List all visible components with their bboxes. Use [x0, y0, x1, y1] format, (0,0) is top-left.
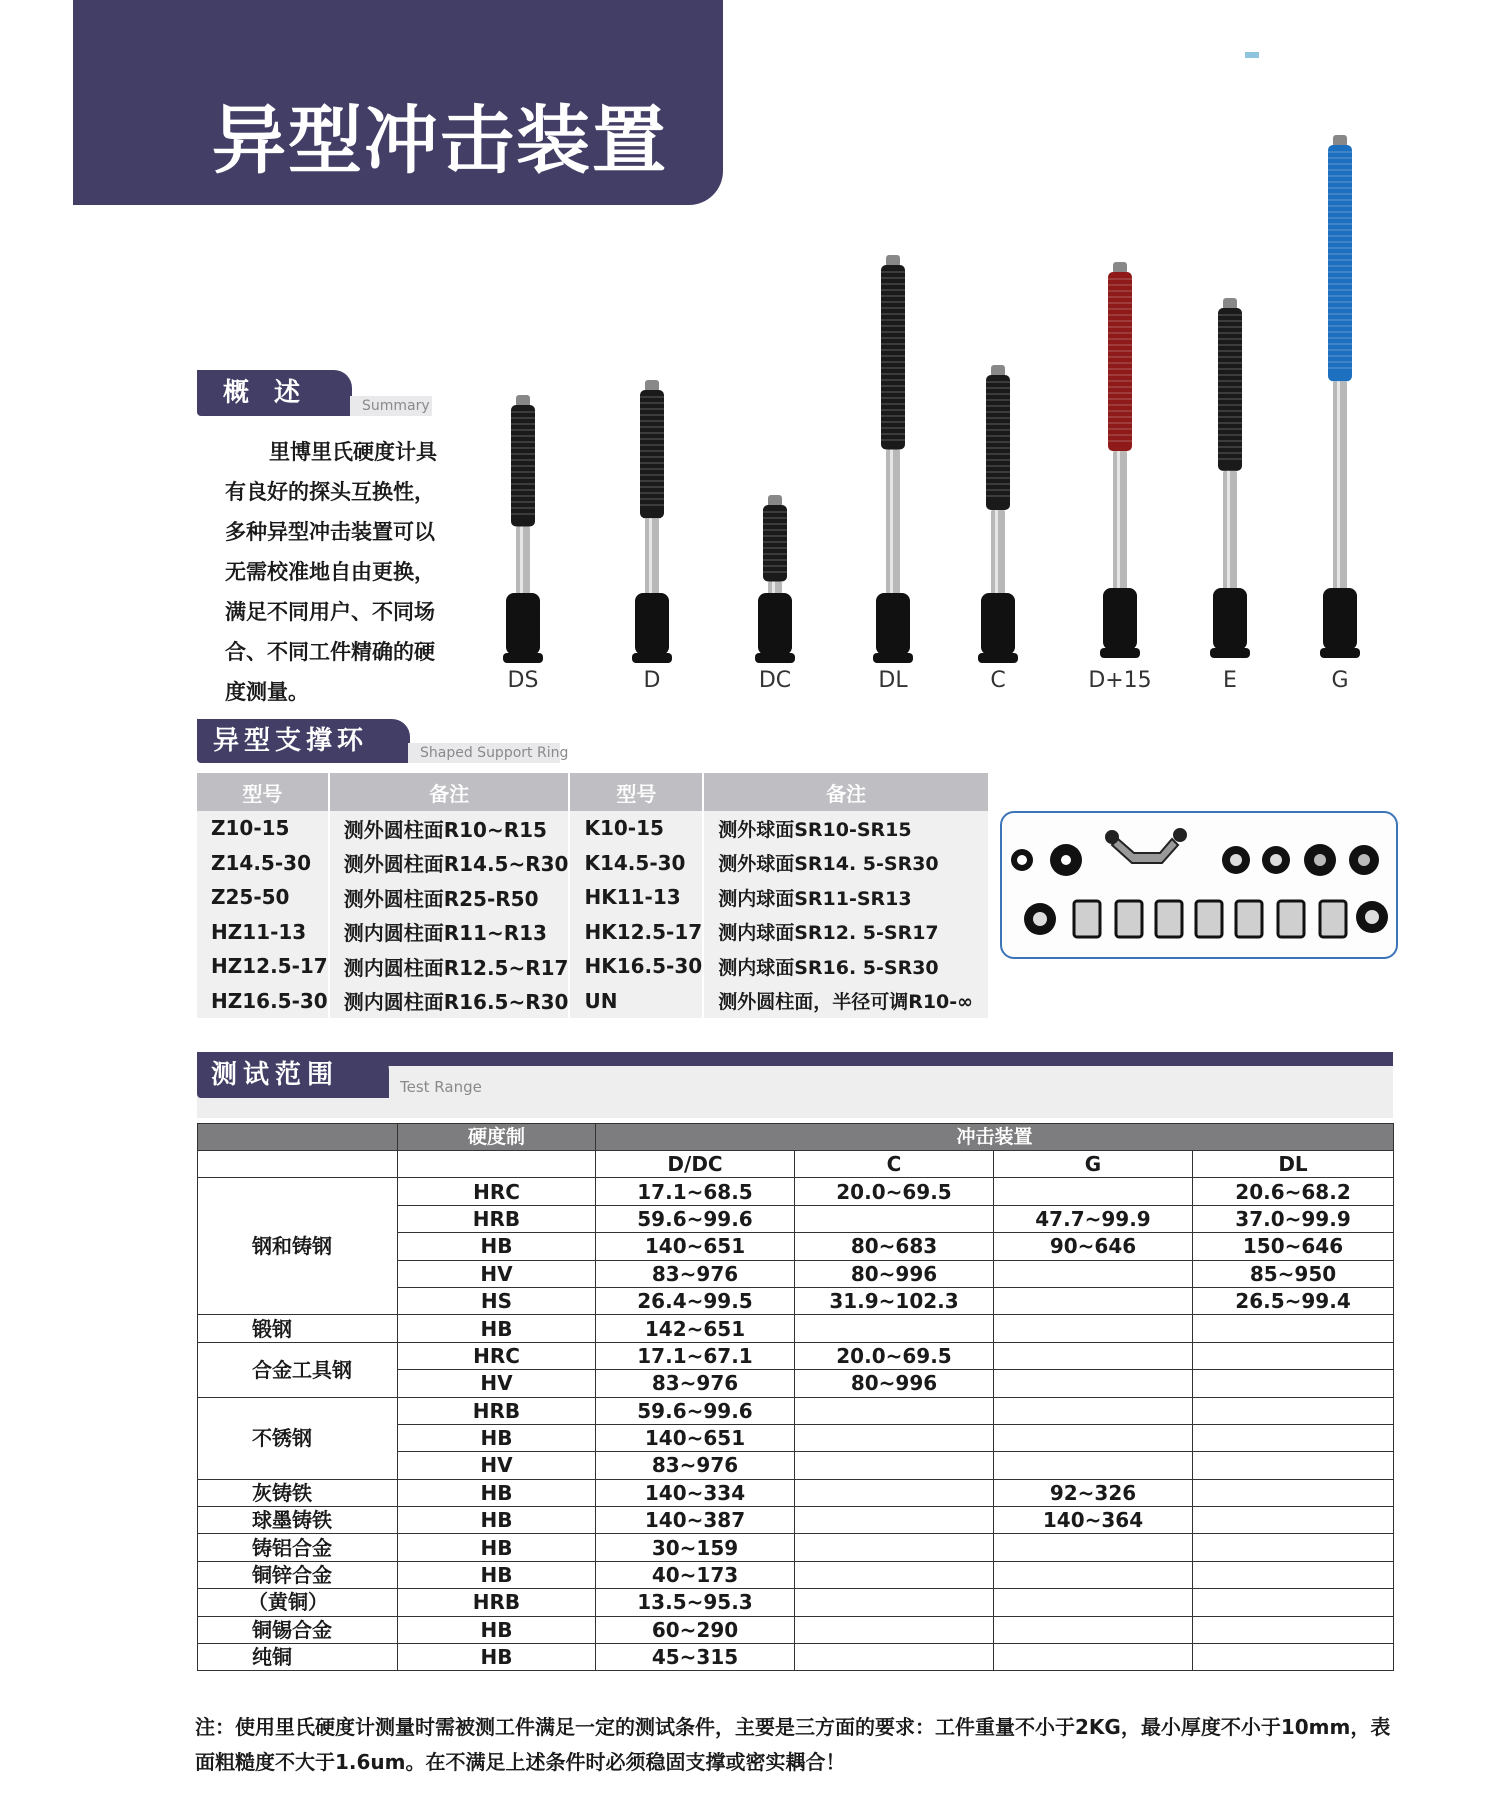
- ring-model-cell: HZ11-13: [197, 915, 329, 950]
- probe-illustration: [863, 255, 923, 665]
- range-value-cell: [994, 1534, 1193, 1561]
- range-row: [198, 1534, 1394, 1561]
- range-value-cell: 150~646: [1193, 1233, 1394, 1260]
- range-value-cell: 140~387: [596, 1507, 795, 1534]
- scale-cell: HS: [398, 1287, 596, 1314]
- ring-note-cell: 测外球面SR14. 5-SR30: [703, 846, 989, 881]
- range-value-cell: 80~683: [795, 1233, 994, 1260]
- range-value-cell: 20.0~69.5: [795, 1342, 994, 1369]
- range-value-cell: 140~651: [596, 1424, 795, 1451]
- ring-note-cell: 测内球面SR12. 5-SR17: [703, 915, 989, 950]
- probe-illustration: [1310, 135, 1370, 660]
- range-value-cell: 45~315: [596, 1644, 795, 1671]
- range-value-cell: 80~996: [795, 1370, 994, 1397]
- probe-label: D+15: [1088, 668, 1152, 693]
- summary-line: 满足不同用户、不同场: [225, 600, 435, 624]
- material-cell: （黄铜）: [198, 1589, 398, 1616]
- probe-illustration: [1090, 262, 1150, 660]
- material-cell: 铜锡合金: [198, 1616, 398, 1643]
- empty-cell: [198, 1151, 398, 1178]
- range-value-cell: [994, 1397, 1193, 1424]
- summary-subtitle-text: Summary: [362, 398, 430, 414]
- probe-label: DS: [507, 668, 539, 693]
- probe-illustration: [968, 365, 1028, 665]
- range-value-cell: [795, 1507, 994, 1534]
- summary-paragraph: [225, 432, 445, 712]
- probe-label: C: [990, 668, 1006, 693]
- footnote: [195, 1710, 1395, 1780]
- summary-tab: [197, 370, 352, 416]
- footnote-line: 面粗糙度不大于1.6um。在不满足上述条件时必须稳固支撑或密实耦合！: [195, 1750, 846, 1774]
- summary-line: 无需校准地自由更换，: [225, 560, 435, 584]
- range-value-cell: [795, 1452, 994, 1479]
- range-value-cell: [1193, 1616, 1394, 1643]
- range-header-scale: 硬度制: [398, 1124, 596, 1151]
- ring-model-cell: UN: [569, 984, 703, 1019]
- range-row: [198, 1315, 1394, 1342]
- range-value-cell: [1193, 1342, 1394, 1369]
- scale-cell: HB: [398, 1479, 596, 1506]
- ring-model-cell: Z14.5-30: [197, 846, 329, 881]
- range-value-cell: [994, 1315, 1193, 1342]
- ring-note-cell: 测内球面SR16. 5-SR30: [703, 949, 989, 984]
- probe-label: D: [643, 668, 661, 693]
- ring-subtitle-text: Shaped Support Ring: [420, 745, 569, 761]
- support-ring-photo: [1000, 811, 1398, 959]
- summary-line: 里博里氏硬度计具: [269, 440, 437, 464]
- range-tab: [197, 1052, 389, 1098]
- range-value-cell: 142~651: [596, 1315, 795, 1342]
- support-ring-table: [197, 773, 990, 1018]
- range-value-cell: 60~290: [596, 1616, 795, 1643]
- material-cell: 不锈钢: [198, 1397, 398, 1479]
- ring-note-cell: 测外圆柱面R14.5~R30: [329, 846, 570, 881]
- range-value-cell: [994, 1370, 1193, 1397]
- range-value-cell: [1193, 1452, 1394, 1479]
- range-value-cell: [795, 1315, 994, 1342]
- summary-tab-title: 概 述: [223, 378, 309, 408]
- support-rings-illustration: [1002, 813, 1396, 957]
- range-value-cell: [1193, 1589, 1394, 1616]
- range-value-cell: [994, 1561, 1193, 1588]
- ring-header-model: 型号: [569, 773, 703, 811]
- range-value-cell: [795, 1479, 994, 1506]
- device-column-header: C: [795, 1151, 994, 1178]
- footnote-line: 注：使用里氏硬度计测量时需被测工件满足一定的测试条件，主要是三方面的要求：工件重量不小于2KG，最小厚度不小于10mm，表: [195, 1715, 1391, 1739]
- range-value-cell: 37.0~99.9: [1193, 1205, 1394, 1232]
- ring-model-cell: Z10-15: [197, 811, 329, 846]
- page-title: 异型冲击装置: [212, 98, 668, 184]
- range-value-cell: [994, 1424, 1193, 1451]
- ring-tab: [197, 719, 410, 763]
- probe-label: E: [1223, 668, 1237, 693]
- range-value-cell: 20.0~69.5: [795, 1178, 994, 1205]
- range-value-cell: 140~364: [994, 1507, 1193, 1534]
- ring-row: [197, 846, 989, 881]
- scale-cell: HB: [398, 1507, 596, 1534]
- summary-line: 度测量。: [225, 680, 309, 704]
- ring-note-cell: 测外圆柱面R10~R15: [329, 811, 570, 846]
- range-value-cell: [1193, 1561, 1394, 1588]
- material-cell: 钢和铸钢: [198, 1178, 398, 1315]
- ring-model-cell: Z25-50: [197, 880, 329, 915]
- range-value-cell: [795, 1616, 994, 1643]
- scale-cell: HB: [398, 1561, 596, 1588]
- range-value-cell: 20.6~68.2: [1193, 1178, 1394, 1205]
- scale-cell: HB: [398, 1233, 596, 1260]
- scale-cell: HRB: [398, 1397, 596, 1424]
- scale-cell: HB: [398, 1424, 596, 1451]
- ring-model-cell: HZ16.5-30: [197, 984, 329, 1019]
- range-row: [198, 1561, 1394, 1588]
- range-value-cell: 31.9~102.3: [795, 1287, 994, 1314]
- range-tab-title: 测试范围: [211, 1060, 340, 1090]
- range-value-cell: [795, 1397, 994, 1424]
- ring-note-cell: 测外圆柱面R25-R50: [329, 880, 570, 915]
- range-value-cell: [994, 1342, 1193, 1369]
- range-header-row: [198, 1124, 1394, 1151]
- range-value-cell: [795, 1534, 994, 1561]
- range-row: [198, 1479, 1394, 1506]
- range-value-cell: [1193, 1315, 1394, 1342]
- empty-cell: [398, 1151, 596, 1178]
- range-row: [198, 1507, 1394, 1534]
- material-cell: 灰铸铁: [198, 1479, 398, 1506]
- range-value-cell: [1193, 1397, 1394, 1424]
- range-value-cell: 59.6~99.6: [596, 1397, 795, 1424]
- range-value-cell: [994, 1178, 1193, 1205]
- range-row: [198, 1589, 1394, 1616]
- ring-note-cell: 测内球面SR11-SR13: [703, 880, 989, 915]
- ring-model-cell: K10-15: [569, 811, 703, 846]
- ring-row: [197, 811, 989, 846]
- ring-model-cell: HK11-13: [569, 880, 703, 915]
- probe-label: DL: [878, 668, 908, 693]
- scale-cell: HV: [398, 1370, 596, 1397]
- device-column-header: D/DC: [596, 1151, 795, 1178]
- ring-model-cell: HK16.5-30: [569, 949, 703, 984]
- range-value-cell: [795, 1205, 994, 1232]
- scale-cell: HB: [398, 1644, 596, 1671]
- ring-header-model: 型号: [197, 773, 329, 811]
- scale-cell: HB: [398, 1534, 596, 1561]
- range-value-cell: [1193, 1424, 1394, 1451]
- ring-row: [197, 880, 989, 915]
- range-value-cell: 40~173: [596, 1561, 795, 1588]
- ring-note-cell: 测外球面SR10-SR15: [703, 811, 989, 846]
- range-value-cell: 47.7~99.9: [994, 1205, 1193, 1232]
- range-subtitle: [400, 1078, 482, 1096]
- probe-label: G: [1331, 668, 1349, 693]
- range-value-cell: [994, 1452, 1193, 1479]
- range-value-cell: 83~976: [596, 1260, 795, 1287]
- material-cell: 锻钢: [198, 1315, 398, 1342]
- range-value-cell: 30~159: [596, 1534, 795, 1561]
- range-value-cell: [1193, 1644, 1394, 1671]
- range-value-cell: [994, 1260, 1193, 1287]
- ring-note-cell: 测内圆柱面R12.5~R17: [329, 949, 570, 984]
- range-header-device: 冲击装置: [596, 1124, 1394, 1151]
- probe-illustration: [622, 380, 682, 665]
- material-cell: 合金工具钢: [198, 1342, 398, 1397]
- range-value-cell: 140~334: [596, 1479, 795, 1506]
- range-value-cell: 26.4~99.5: [596, 1287, 795, 1314]
- range-value-cell: [994, 1589, 1193, 1616]
- ring-row: [197, 984, 989, 1019]
- ring-header-note: 备注: [703, 773, 989, 811]
- range-value-cell: 83~976: [596, 1370, 795, 1397]
- range-value-cell: 140~651: [596, 1233, 795, 1260]
- ring-header-note: 备注: [329, 773, 570, 811]
- range-row: [198, 1644, 1394, 1671]
- range-value-cell: 17.1~67.1: [596, 1342, 795, 1369]
- probe-illustration: [493, 395, 553, 665]
- ring-model-cell: HZ12.5-17: [197, 949, 329, 984]
- range-value-cell: 83~976: [596, 1452, 795, 1479]
- scale-cell: HV: [398, 1260, 596, 1287]
- ring-note-cell: 测内圆柱面R11~R13: [329, 915, 570, 950]
- scale-cell: HRC: [398, 1342, 596, 1369]
- probe-label: DC: [758, 668, 792, 693]
- material-cell: 纯铜: [198, 1644, 398, 1671]
- range-value-cell: 92~326: [994, 1479, 1193, 1506]
- material-cell: 球墨铸铁: [198, 1507, 398, 1534]
- probe-illustration: [1200, 298, 1260, 660]
- ring-subtitle: [408, 743, 569, 763]
- device-column-header: G: [994, 1151, 1193, 1178]
- range-value-cell: 85~950: [1193, 1260, 1394, 1287]
- range-value-cell: 90~646: [994, 1233, 1193, 1260]
- scale-cell: HB: [398, 1616, 596, 1643]
- range-header-material: [198, 1124, 398, 1151]
- scale-cell: HB: [398, 1315, 596, 1342]
- range-value-cell: [795, 1589, 994, 1616]
- range-row: [198, 1178, 1394, 1205]
- summary-subtitle: [350, 396, 432, 416]
- summary-line: 合、不同工件精确的硬: [225, 640, 435, 664]
- range-value-cell: [994, 1644, 1193, 1671]
- ring-tab-title: 异型支撑环: [213, 726, 369, 756]
- scale-cell: HRB: [398, 1589, 596, 1616]
- ring-row: [197, 915, 989, 950]
- ring-row: [197, 949, 989, 984]
- range-subtitle-text: Test Range: [400, 1078, 482, 1096]
- range-value-cell: 13.5~95.3: [596, 1589, 795, 1616]
- range-row: [198, 1342, 1394, 1369]
- scale-cell: HRC: [398, 1178, 596, 1205]
- summary-line: 有良好的探头互换性，: [225, 480, 435, 504]
- ring-header-row: [197, 773, 989, 811]
- material-cell: 铸铝合金: [198, 1534, 398, 1561]
- range-value-cell: [1193, 1370, 1394, 1397]
- range-row: [198, 1616, 1394, 1643]
- range-value-cell: [1193, 1507, 1394, 1534]
- material-cell: 铜锌合金: [198, 1561, 398, 1588]
- range-value-cell: 59.6~99.6: [596, 1205, 795, 1232]
- range-value-cell: 17.1~68.5: [596, 1178, 795, 1205]
- ring-note-cell: 测内圆柱面R16.5~R30: [329, 984, 570, 1019]
- range-device-row: [198, 1151, 1394, 1178]
- range-row: [198, 1397, 1394, 1424]
- range-value-cell: [1193, 1534, 1394, 1561]
- ring-model-cell: HK12.5-17: [569, 915, 703, 950]
- range-value-cell: [1193, 1479, 1394, 1506]
- ring-note-cell: 测外圆柱面，半径可调R10-∞: [703, 984, 989, 1019]
- ring-model-cell: K14.5-30: [569, 846, 703, 881]
- scale-cell: HV: [398, 1452, 596, 1479]
- decorative-mark: [1245, 52, 1259, 58]
- range-value-cell: 26.5~99.4: [1193, 1287, 1394, 1314]
- range-value-cell: [994, 1287, 1193, 1314]
- scale-cell: HRB: [398, 1205, 596, 1232]
- range-value-cell: [994, 1616, 1193, 1643]
- range-value-cell: [795, 1561, 994, 1588]
- range-value-cell: 80~996: [795, 1260, 994, 1287]
- summary-line: 多种异型冲击装置可以: [225, 520, 435, 544]
- range-value-cell: [795, 1424, 994, 1451]
- range-value-cell: [795, 1644, 994, 1671]
- probe-illustration: [745, 495, 805, 665]
- device-column-header: DL: [1193, 1151, 1394, 1178]
- test-range-table: [197, 1123, 1394, 1671]
